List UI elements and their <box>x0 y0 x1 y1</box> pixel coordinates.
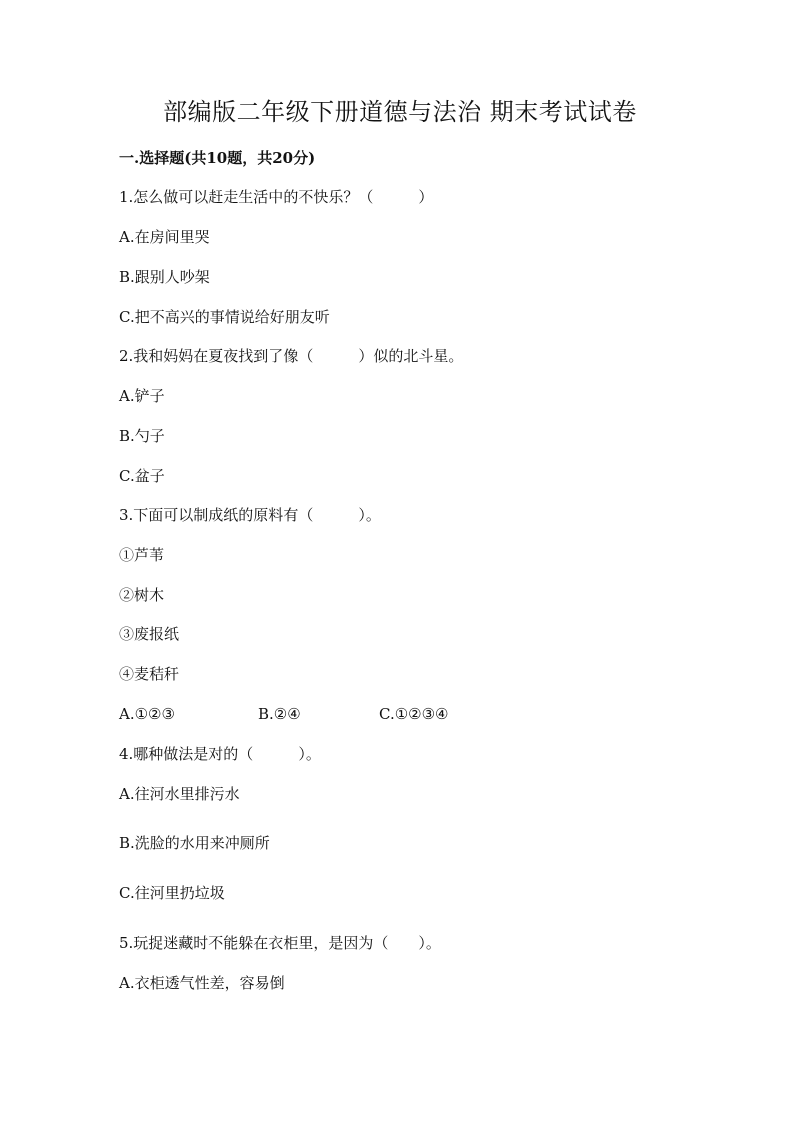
question-3-item-3: ③废报纸 <box>119 625 180 643</box>
question-4-option-b: B.洗脸的水用来冲厕所 <box>119 834 270 852</box>
question-4-option-a: A.往河水里排污水 <box>119 785 240 803</box>
question-1-option-a: A.在房间里哭 <box>119 228 210 246</box>
question-5-stem: 5.玩捉迷藏时不能躲在衣柜里，是因为（ ）。 <box>119 934 441 952</box>
question-2-option-c: C.盆子 <box>119 467 165 485</box>
question-5-option-a: A.衣柜透气性差，容易倒 <box>119 974 285 992</box>
question-4-stem: 4.哪种做法是对的（ ）。 <box>119 745 321 763</box>
question-3-option-c: C.①②③④ <box>379 705 449 723</box>
exam-title: 部编版二年级下册道德与法治 期末考试试卷 <box>163 98 637 126</box>
question-1-stem: 1.怎么做可以赶走生活中的不快乐？（ ） <box>119 188 434 206</box>
section-heading: 一.选择题(共10题，共20分) <box>119 149 316 167</box>
question-2-stem: 2.我和妈妈在夏夜找到了像（ ）似的北斗星。 <box>119 347 464 365</box>
question-2-option-a: A.铲子 <box>119 387 165 405</box>
question-4-option-c: C.往河里扔垃圾 <box>119 884 225 902</box>
question-3-item-1: ①芦苇 <box>119 546 165 564</box>
question-1-option-c: C.把不高兴的事情说给好朋友听 <box>119 308 330 326</box>
question-3-item-2: ②树木 <box>119 586 165 604</box>
question-1-option-b: B.跟别人吵架 <box>119 268 210 286</box>
question-2-option-b: B.勺子 <box>119 427 165 445</box>
question-3-item-4: ④麦秸秆 <box>119 665 180 683</box>
question-3-option-b: B.②④ <box>258 705 301 723</box>
question-3-option-a: A.①②③ <box>119 705 175 723</box>
question-3-stem: 3.下面可以制成纸的原料有（ ）。 <box>119 506 381 524</box>
